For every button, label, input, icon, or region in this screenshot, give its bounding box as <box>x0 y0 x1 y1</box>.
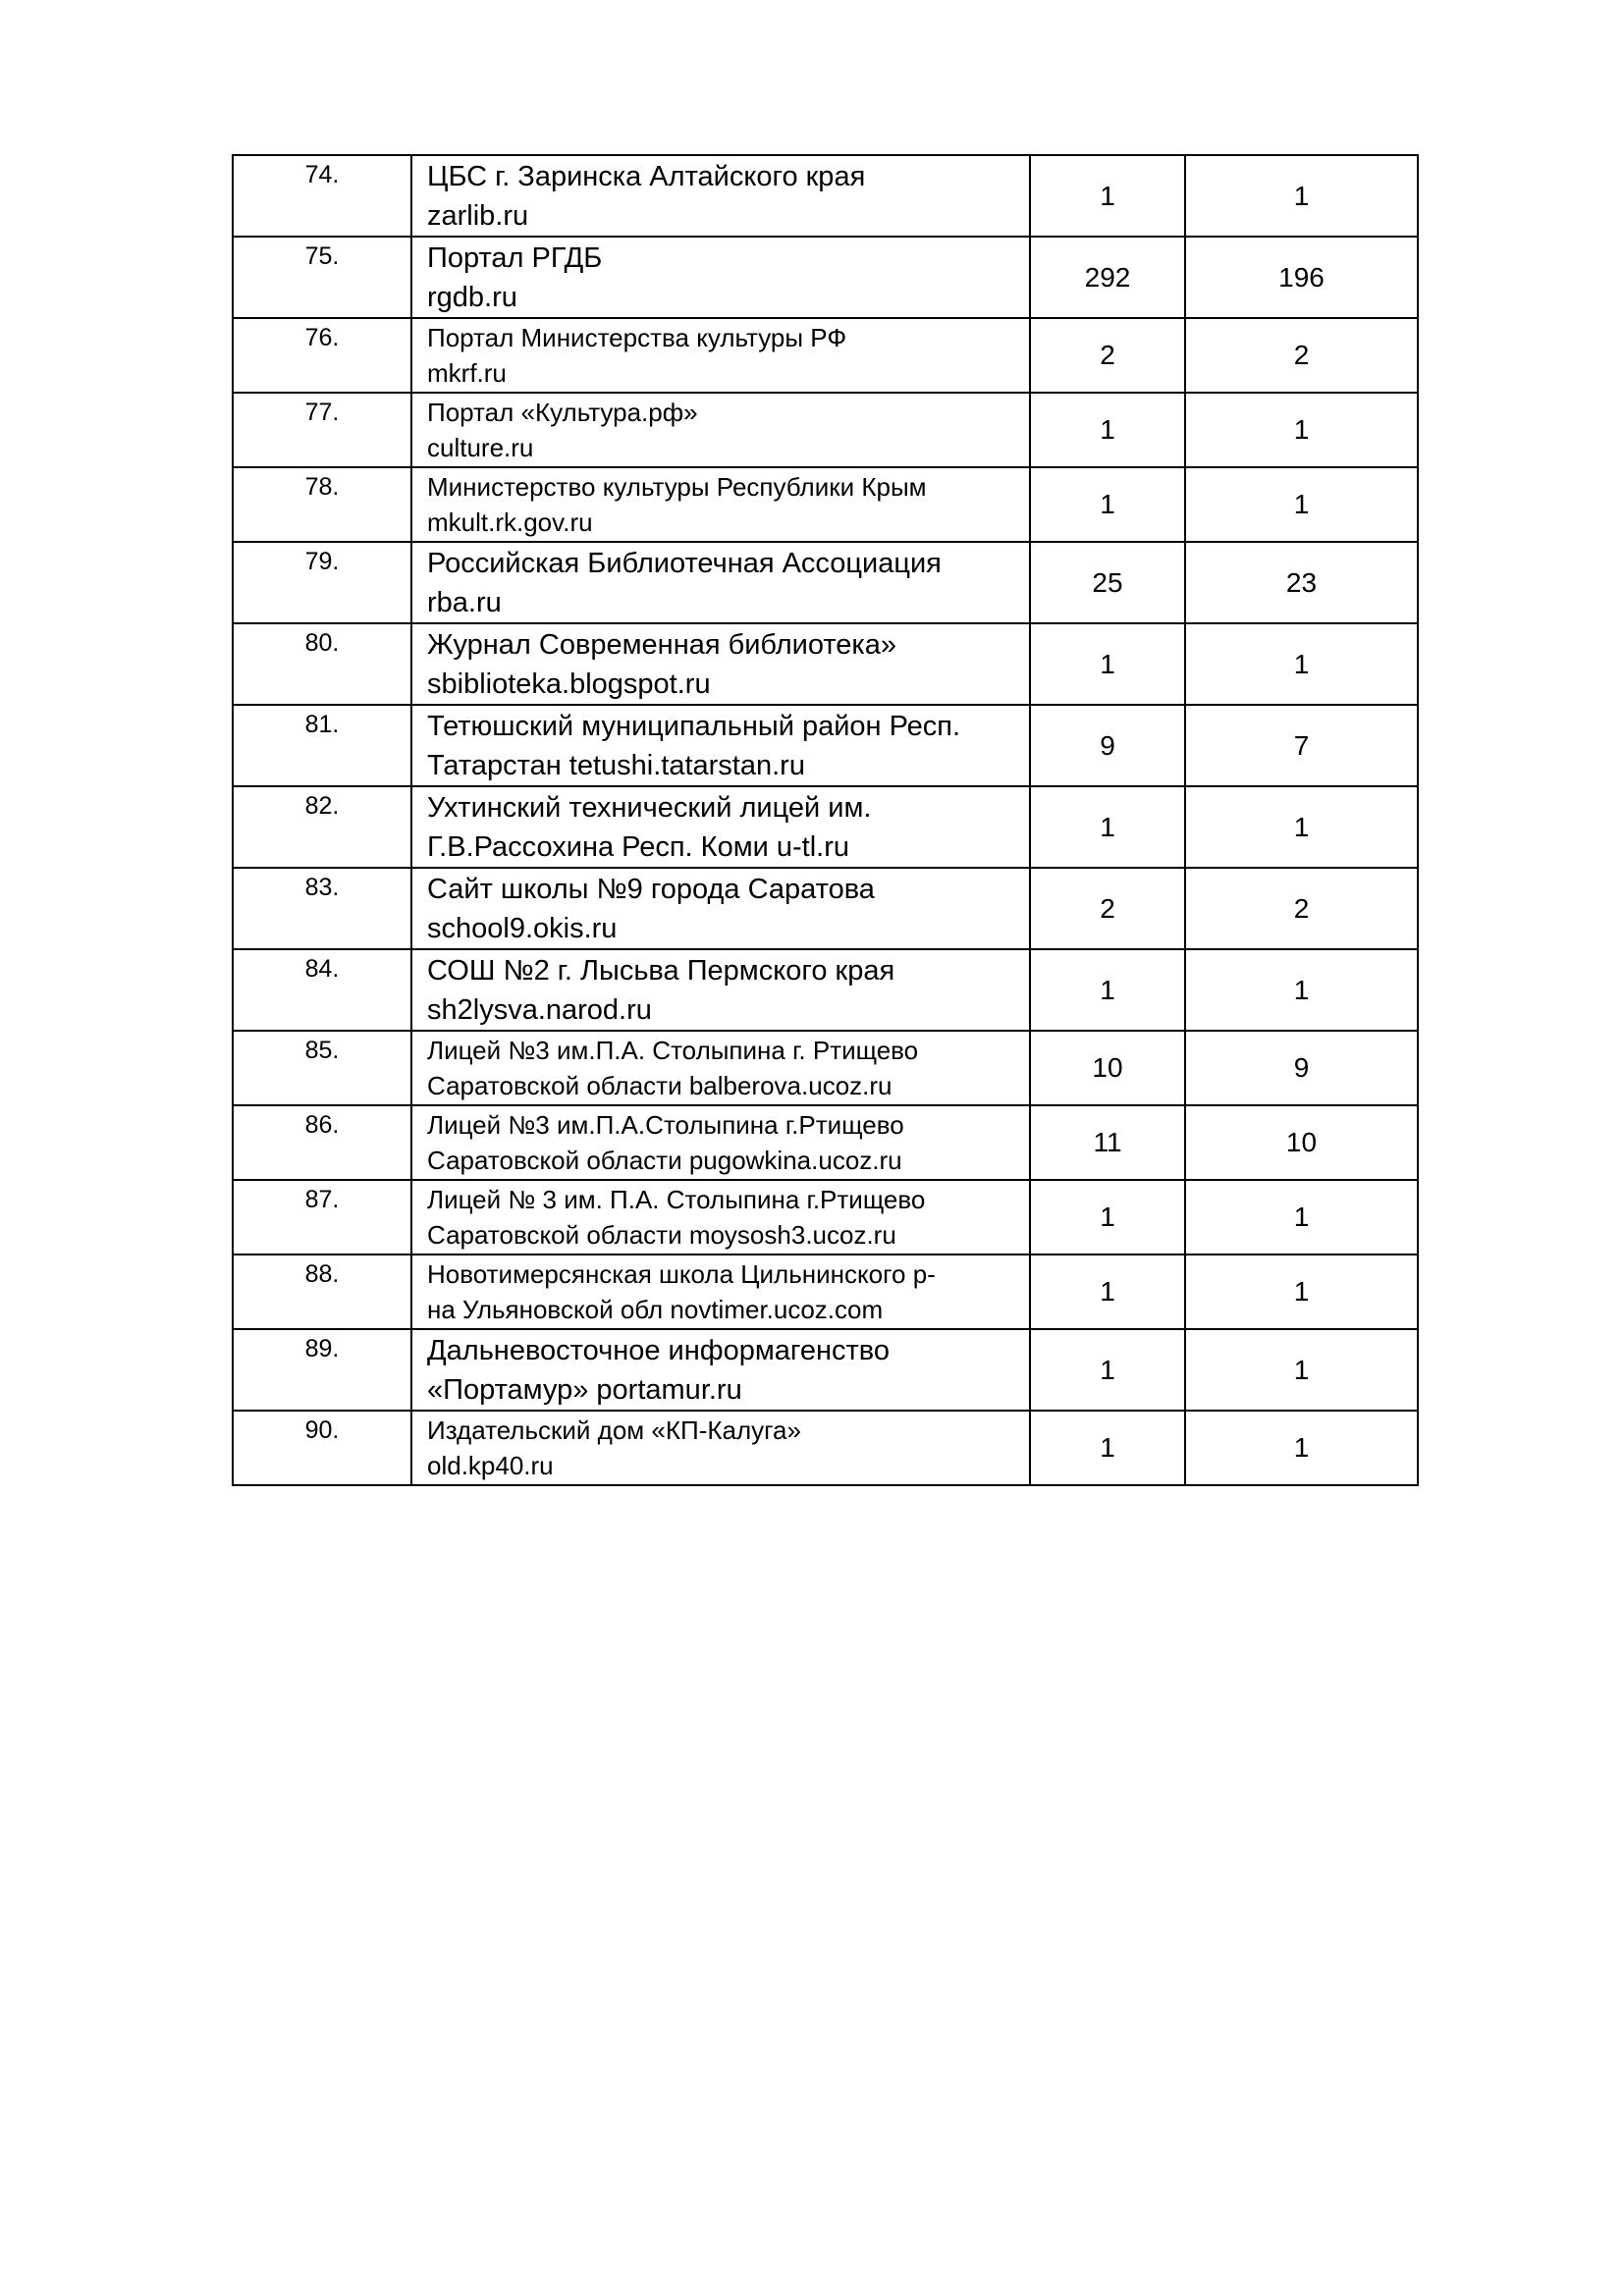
site-cell <box>411 1411 1030 1485</box>
row-number: 84. <box>233 949 411 1031</box>
table-body <box>233 155 1418 1485</box>
site-url: Саратовской области pugowkina.ucoz.ru <box>427 1146 902 1175</box>
value-cell-1: 2 <box>1030 868 1185 949</box>
row-number: 78. <box>233 467 411 542</box>
site-cell <box>411 155 1030 237</box>
site-cell <box>411 705 1030 786</box>
site-url: culture.ru <box>427 433 534 462</box>
table-row <box>233 1031 1418 1105</box>
value-cell-2: 10 <box>1185 1105 1418 1180</box>
row-number: 74. <box>233 155 411 237</box>
site-url: old.kp40.ru <box>427 1451 554 1480</box>
row-number: 86. <box>233 1105 411 1180</box>
site-url: rgdb.ru <box>427 281 517 313</box>
value-cell-1: 25 <box>1030 542 1185 623</box>
row-number: 80. <box>233 623 411 705</box>
value-cell-2: 1 <box>1185 393 1418 467</box>
site-name: ЦБС г. Заринска Алтайского края <box>427 160 866 192</box>
value-cell-1: 11 <box>1030 1105 1185 1180</box>
row-number: 79. <box>233 542 411 623</box>
row-number: 76. <box>233 318 411 393</box>
row-number: 89. <box>233 1329 411 1411</box>
value-cell-2: 1 <box>1185 1329 1418 1411</box>
table-row <box>233 1180 1418 1255</box>
site-cell <box>411 393 1030 467</box>
sites-table <box>232 154 1419 1486</box>
site-url: school9.okis.ru <box>427 912 618 944</box>
value-cell-2: 1 <box>1185 467 1418 542</box>
table-row <box>233 155 1418 237</box>
site-cell <box>411 868 1030 949</box>
site-name: Лицей № 3 им. П.А. Столыпина г.Ртищево <box>427 1185 926 1214</box>
table-row <box>233 949 1418 1031</box>
table-row <box>233 786 1418 868</box>
value-cell-2: 1 <box>1185 155 1418 237</box>
site-name: Портал «Культура.рф» <box>427 398 698 427</box>
site-name: Министерство культуры Республики Крым <box>427 472 927 502</box>
value-cell-2: 23 <box>1185 542 1418 623</box>
value-cell-1: 1 <box>1030 467 1185 542</box>
value-cell-2: 9 <box>1185 1031 1418 1105</box>
row-number: 87. <box>233 1180 411 1255</box>
site-url: zarlib.ru <box>427 199 529 232</box>
site-url: mkult.rk.gov.ru <box>427 507 593 537</box>
site-name: Лицей №3 им.П.А.Столыпина г.Ртищево <box>427 1110 904 1140</box>
table-row <box>233 705 1418 786</box>
row-number: 83. <box>233 868 411 949</box>
site-name: Дальневосточное информагенство <box>427 1334 891 1366</box>
site-cell <box>411 786 1030 868</box>
site-name: Портал РГДБ <box>427 241 603 274</box>
table-row <box>233 868 1418 949</box>
site-cell <box>411 1329 1030 1411</box>
value-cell-1: 292 <box>1030 237 1185 318</box>
value-cell-1: 1 <box>1030 786 1185 868</box>
value-cell-2: 1 <box>1185 786 1418 868</box>
site-url: Саратовской области balberova.ucoz.ru <box>427 1071 893 1100</box>
row-number: 85. <box>233 1031 411 1105</box>
table-row <box>233 393 1418 467</box>
table-row <box>233 1329 1418 1411</box>
site-url: на Ульяновской обл novtimer.ucoz.com <box>427 1295 884 1324</box>
site-url: sh2lysva.narod.ru <box>427 993 652 1026</box>
value-cell-2: 2 <box>1185 868 1418 949</box>
row-number: 81. <box>233 705 411 786</box>
table-row <box>233 237 1418 318</box>
row-number: 90. <box>233 1411 411 1485</box>
value-cell-2: 1 <box>1185 1411 1418 1485</box>
value-cell-1: 1 <box>1030 155 1185 237</box>
site-name: Новотимерсянская школа Цильнинского р- <box>427 1259 936 1289</box>
table-row <box>233 1411 1418 1485</box>
value-cell-1: 1 <box>1030 1411 1185 1485</box>
value-cell-2: 1 <box>1185 949 1418 1031</box>
value-cell-2: 1 <box>1185 623 1418 705</box>
value-cell-1: 1 <box>1030 1255 1185 1329</box>
site-name: Издательский дом «КП-Калуга» <box>427 1415 801 1445</box>
site-name: Сайт школы №9 города Саратова <box>427 873 875 905</box>
site-name: СОШ №2 г. Лысьва Пермского края <box>427 954 895 987</box>
site-url: Татарстан tetushi.tatarstan.ru <box>427 749 805 781</box>
value-cell-2: 1 <box>1185 1255 1418 1329</box>
site-cell <box>411 1105 1030 1180</box>
site-name: Журнал Современная библиотека» <box>427 628 896 661</box>
table-row <box>233 467 1418 542</box>
row-number: 88. <box>233 1255 411 1329</box>
site-cell <box>411 1031 1030 1105</box>
site-url: Саратовской области moysosh3.ucoz.ru <box>427 1220 896 1250</box>
row-number: 75. <box>233 237 411 318</box>
value-cell-2: 1 <box>1185 1180 1418 1255</box>
row-number: 77. <box>233 393 411 467</box>
value-cell-1: 9 <box>1030 705 1185 786</box>
value-cell-1: 1 <box>1030 623 1185 705</box>
site-name: Тетюшский муниципальный район Респ. <box>427 710 961 742</box>
value-cell-2: 7 <box>1185 705 1418 786</box>
site-url: «Портамур» portamur.ru <box>427 1373 742 1406</box>
site-cell <box>411 949 1030 1031</box>
site-url: rba.ru <box>427 586 502 618</box>
site-name: Ухтинский технический лицей им. <box>427 791 872 824</box>
site-cell <box>411 623 1030 705</box>
value-cell-1: 1 <box>1030 1329 1185 1411</box>
site-url: mkrf.ru <box>427 358 507 388</box>
table-row <box>233 542 1418 623</box>
table-row <box>233 318 1418 393</box>
site-url: sbiblioteka.blogspot.ru <box>427 667 711 700</box>
table-row <box>233 1255 1418 1329</box>
table-row <box>233 623 1418 705</box>
value-cell-1: 1 <box>1030 1180 1185 1255</box>
site-name: Лицей №3 им.П.А. Столыпина г. Ртищево <box>427 1036 919 1065</box>
site-cell <box>411 318 1030 393</box>
site-cell <box>411 542 1030 623</box>
site-url: Г.В.Рассохина Респ. Коми u-tl.ru <box>427 830 850 863</box>
value-cell-1: 1 <box>1030 949 1185 1031</box>
site-cell <box>411 467 1030 542</box>
value-cell-2: 196 <box>1185 237 1418 318</box>
site-cell <box>411 1180 1030 1255</box>
table-row <box>233 1105 1418 1180</box>
value-cell-1: 10 <box>1030 1031 1185 1105</box>
site-cell <box>411 237 1030 318</box>
row-number: 82. <box>233 786 411 868</box>
site-name: Российская Библиотечная Ассоциация <box>427 547 942 579</box>
value-cell-1: 2 <box>1030 318 1185 393</box>
value-cell-2: 2 <box>1185 318 1418 393</box>
site-cell <box>411 1255 1030 1329</box>
value-cell-1: 1 <box>1030 393 1185 467</box>
site-name: Портал Министерства культуры РФ <box>427 323 847 352</box>
